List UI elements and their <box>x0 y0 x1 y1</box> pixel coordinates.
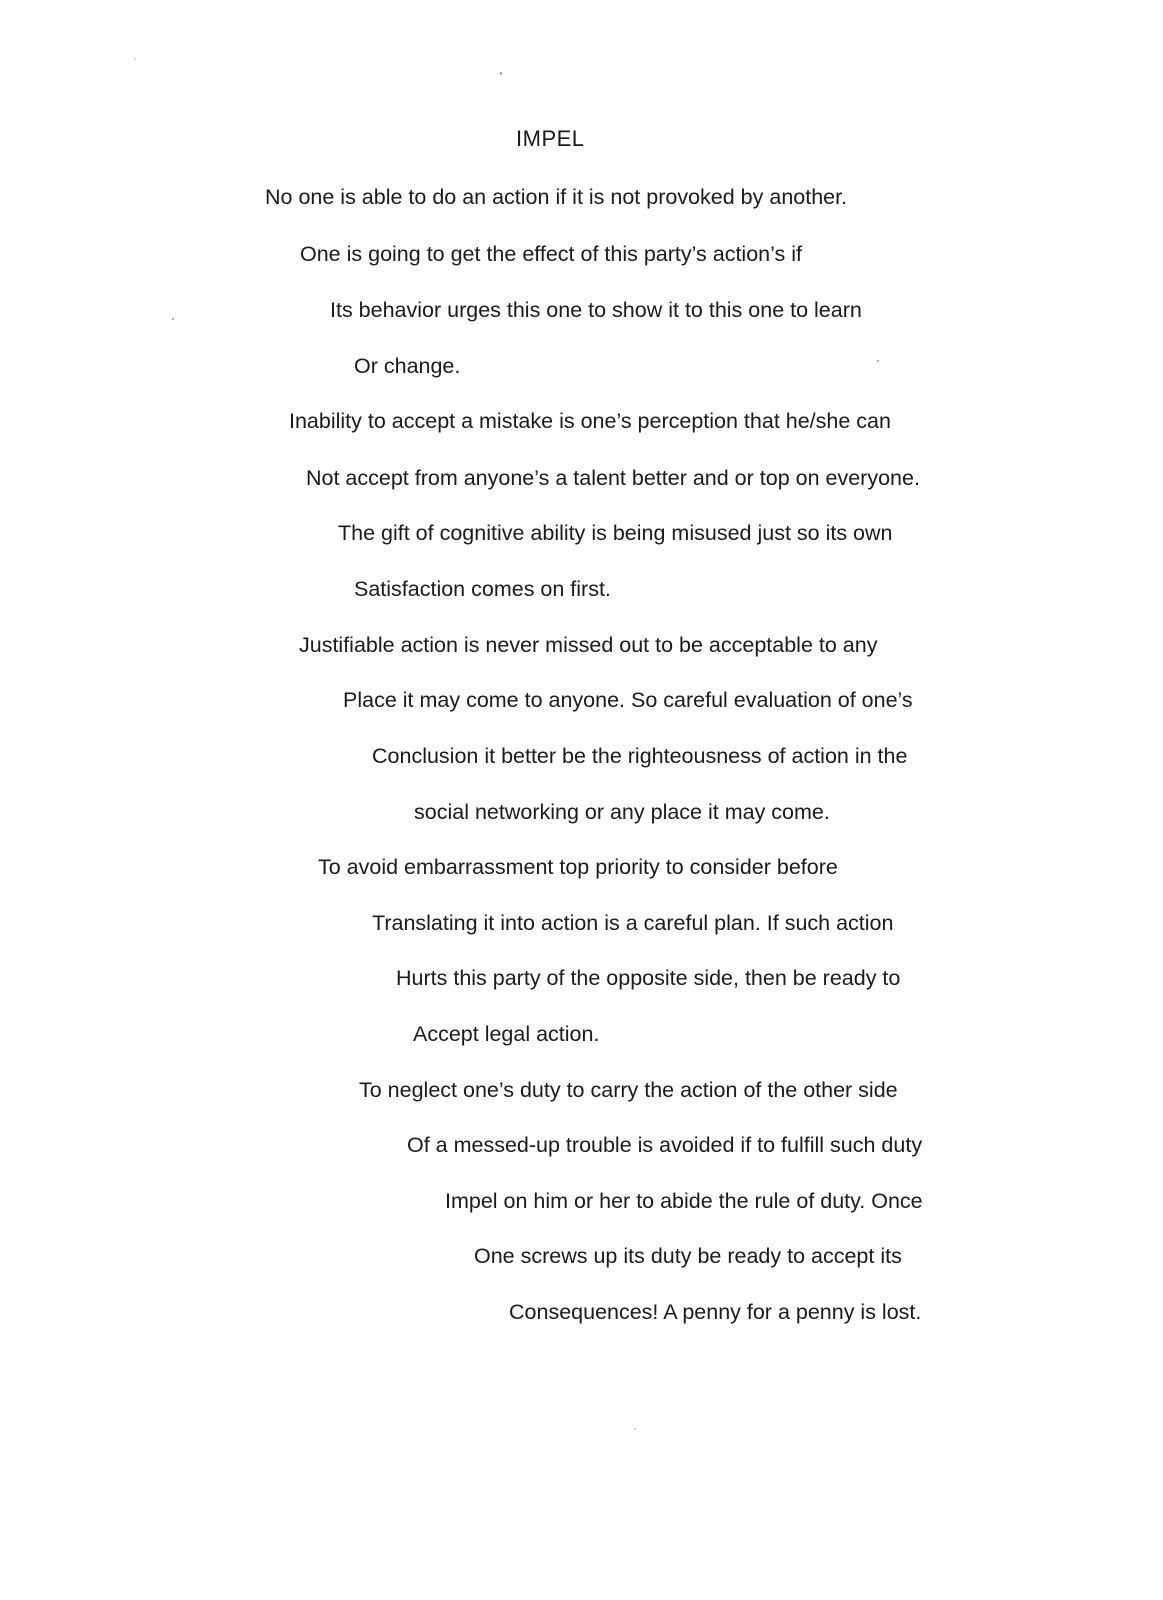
poem-line: One screws up its duty be ready to accept its <box>474 1244 902 1268</box>
poem-line: No one is able to do an action if it is not provoked by another. <box>265 185 848 209</box>
poem-line: To avoid embarrassment top priority to consider before <box>318 855 838 879</box>
poem-line: Hurts this party of the opposite side, then be ready to <box>396 966 901 990</box>
poem-line: Of a messed-up trouble is avoided if to fulfill such duty <box>407 1133 923 1157</box>
poem-line: To neglect one’s duty to carry the action of the other side <box>359 1078 898 1102</box>
poem-line: Not accept from anyone’s a talent better and or top on everyone. <box>306 466 920 490</box>
poem-line: One is going to get the effect of this party’s action’s if <box>300 242 802 266</box>
poem-line: Accept legal action. <box>413 1022 600 1046</box>
poem-line: The gift of cognitive ability is being misused just so its own <box>338 521 893 545</box>
poem-line: Inability to accept a mistake is one’s perception that he/she can <box>289 409 891 433</box>
scan-speck <box>134 58 136 60</box>
poem-line: Consequences! A penny for a penny is lost. <box>509 1300 922 1324</box>
poem-line: Place it may come to anyone. So careful evaluation of one’s <box>343 688 913 712</box>
poem-line: Justifiable action is never missed out to be acceptable to any <box>299 633 878 657</box>
document-title: IMPEL <box>516 126 585 151</box>
poem-line: Conclusion it better be the righteousness of action in the <box>372 744 908 768</box>
scan-speck <box>634 1428 636 1430</box>
scan-speck <box>172 318 174 320</box>
scan-speck <box>500 72 502 75</box>
poem-line: Impel on him or her to abide the rule of duty. Once <box>445 1189 923 1213</box>
poem-line: social networking or any place it may come. <box>414 800 830 824</box>
scan-speck <box>877 360 879 362</box>
poem-line: Its behavior urges this one to show it to this one to learn <box>330 298 862 322</box>
poem-line: Translating it into action is a careful plan. If such action <box>372 911 894 935</box>
poem-line: Satisfaction comes on first. <box>354 577 611 601</box>
poem-line: Or change. <box>354 354 461 378</box>
